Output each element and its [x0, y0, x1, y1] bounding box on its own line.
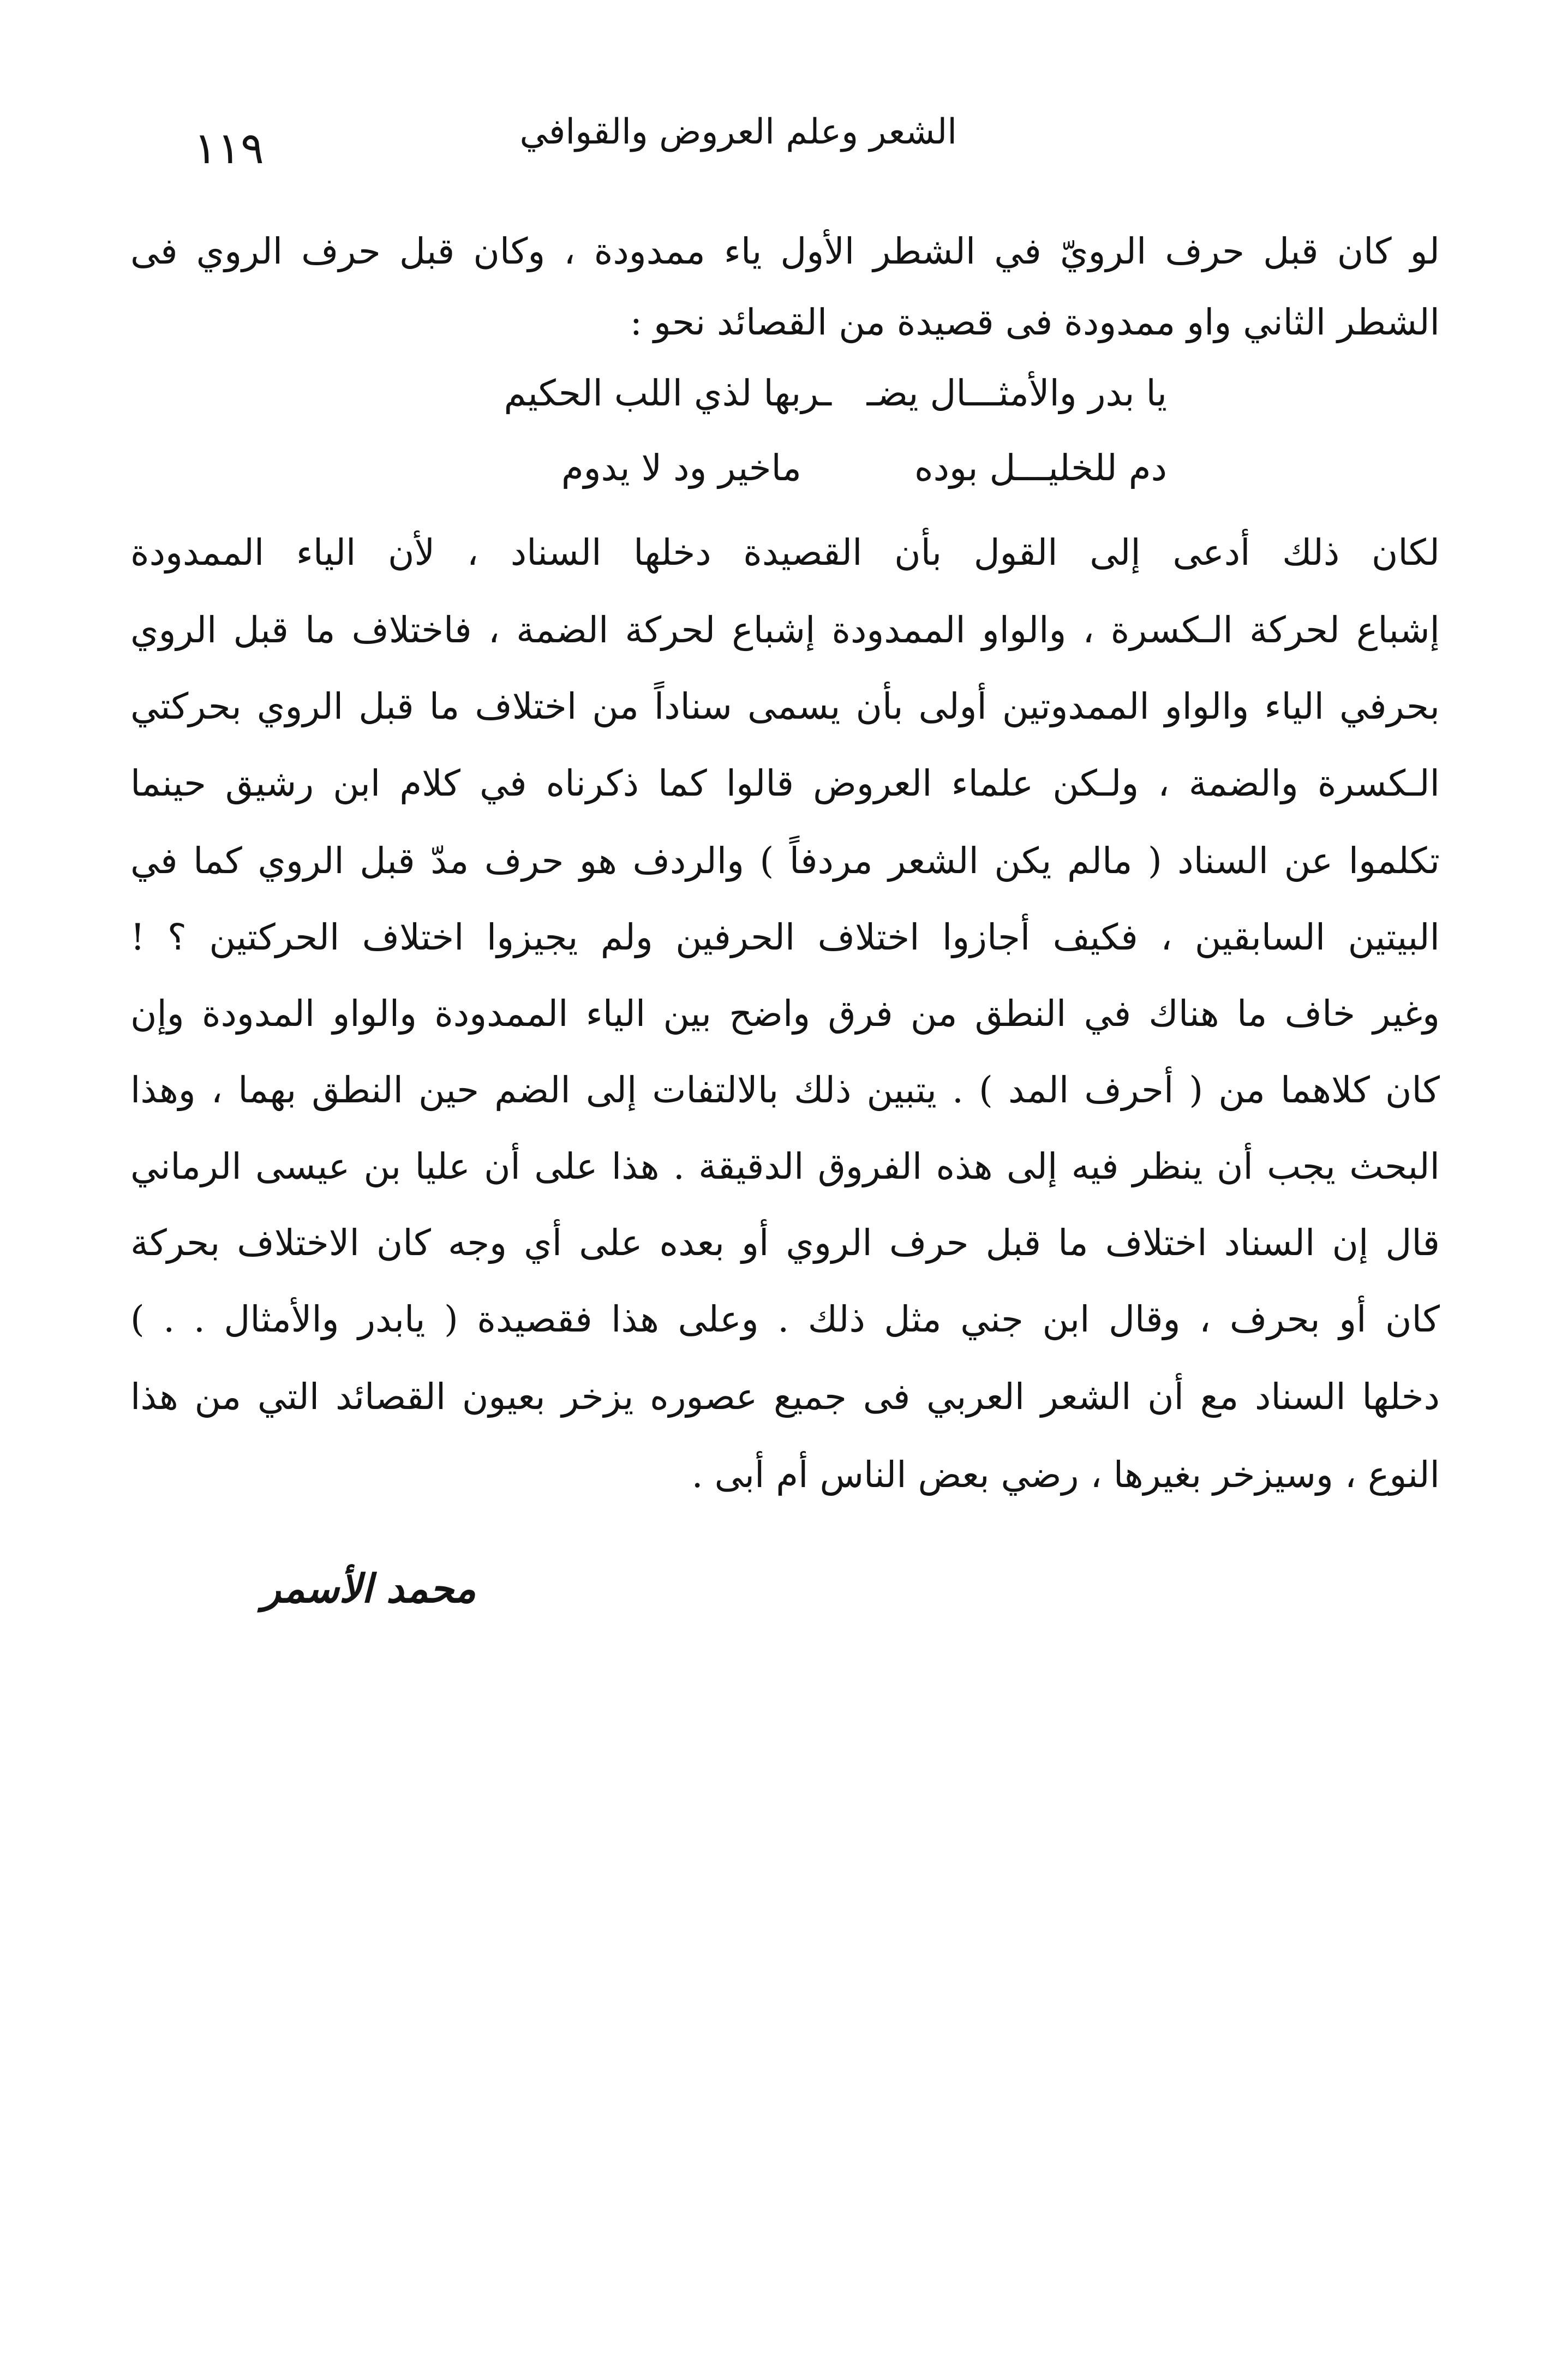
intro-line: لو كان قبل حرف الرويّ في الشطر الأول ياء ممدودة ، وكان قبل حرف الروي فى: [130, 230, 1440, 272]
verse-1-second-hemistich: ـربها لذي اللب الحكيم: [504, 372, 831, 414]
body-line: بحرفي الياء والواو الممدوتين أولى بأن يسمى سناداً من اختلاف ما قبل الروي بحركتي: [130, 685, 1440, 727]
body-line: وغير خاف ما هناك في النطق من فرق واضح بين الياء الممدودة والواو المدودة وإن: [130, 993, 1440, 1035]
verse-2-first-hemistich: دم للخليـــل بوده: [914, 447, 1167, 489]
body-line: لكان ذلك أدعى إلى القول بأن القصيدة دخلها السناد ، لأن الياء الممدودة: [130, 532, 1440, 574]
body-line: البيتين السابقين ، فكيف أجازوا اختلاف الحرفين ولم يجيزوا اختلاف الحركتين ؟ !: [130, 916, 1440, 958]
intro-line: الشطر الثاني واو ممدودة فى قصيدة من القصائد نحو :: [630, 301, 1440, 343]
body-line: النوع ، وسيزخر بغيرها ، رضي بعض الناس أم أبى .: [691, 1454, 1440, 1496]
body-line: إشباع لحركة الـكسرة ، والواو الممدودة إشباع لحركة الضمة ، فاختلاف ما قبل الروي: [130, 609, 1440, 651]
verse-1-first-hemistich: يا بدر والأمثـــال يضـ: [866, 372, 1167, 414]
author-signature: محمد الأسمر: [262, 1565, 476, 1611]
body-line: الـكسرة والضمة ، ولـكن علماء العروض قالوا كما ذكرناه في كلام ابن رشيق حينما: [130, 762, 1440, 804]
body-line: البحث يجب أن ينظر فيه إلى هذه الفروق الدقيقة . هذا على أن عليا بن عيسى الرماني: [130, 1145, 1440, 1187]
body-line: قال إن السناد اختلاف ما قبل حرف الروي أو بعده على أي وجه كان الاختلاف بحركة: [130, 1222, 1440, 1264]
body-line: كان كلاهما من ( أحرف المد ) . يتبين ذلك بالالتفات إلى الضم حين النطق بهما ، وهذا: [130, 1069, 1440, 1111]
page-number: ١١٩: [194, 123, 264, 174]
body-line: تكلموا عن السناد ( مالم يكن الشعر مردفاً ) والردف هو حرف مدّ قبل الروي كما في: [130, 840, 1440, 882]
running-head-title: الشعر وعلم العروض والقوافي: [519, 112, 957, 152]
body-line: دخلها السناد مع أن الشعر العربي فى جميع عصوره يزخر بعيون القصائد التي من هذا: [130, 1376, 1440, 1418]
body-line: كان أو بحرف ، وقال ابن جني مثل ذلك . وعلى هذا فقصيدة ( يابدر والأمثال . . ): [130, 1298, 1440, 1340]
verse-2-second-hemistich: ماخير ود لا يدوم: [561, 447, 801, 489]
